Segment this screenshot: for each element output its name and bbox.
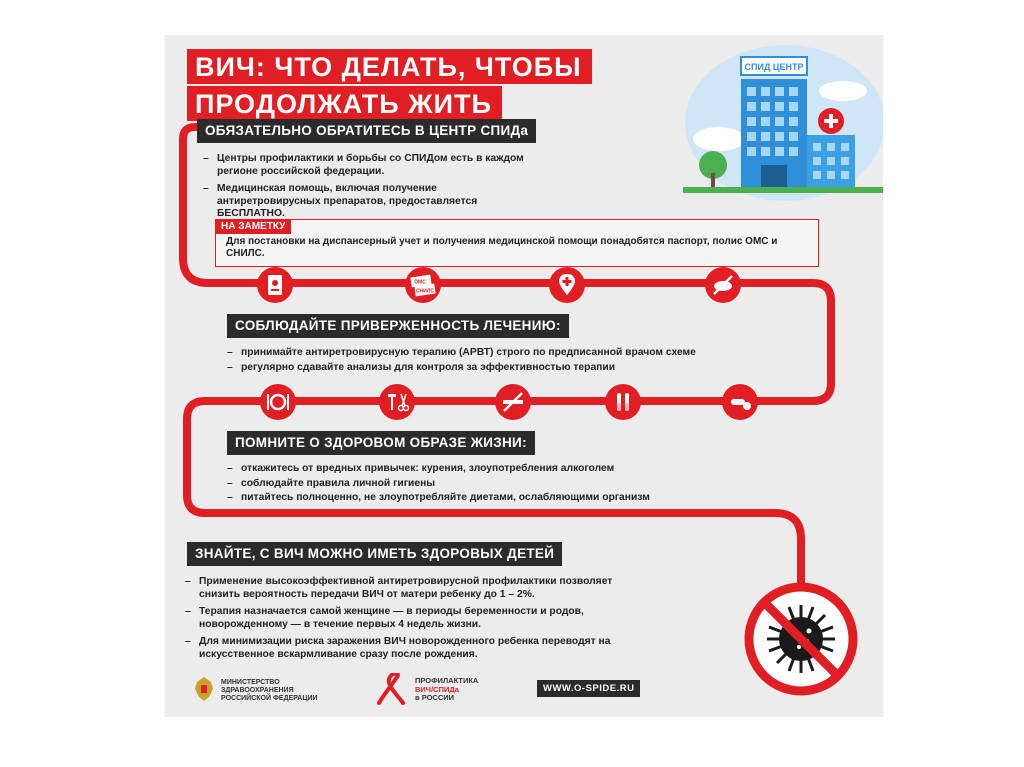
section3-header: ПОМНИТЕ О ЗДОРОВОМ ОБРАЗЕ ЖИЗНИ: xyxy=(227,431,535,455)
section3-item: – соблюдайте правила личной гигиены xyxy=(227,478,827,491)
section2-list xyxy=(227,347,747,376)
campaign-line: ВИЧ/СПИДа xyxy=(415,684,459,694)
campaign-text xyxy=(415,677,478,703)
section4-list xyxy=(185,576,635,666)
section1-item: – Центры профилактики и борьбы со СПИДом есть в каждом регионе российской федерации. xyxy=(203,153,543,178)
note-text: Для постановки на диспансерный учет и получения медицинской помощи понадобятся паспорт, полис ОМС и СНИЛС. xyxy=(226,236,778,259)
section4-item: – Для минимизации риска заражения ВИЧ новорожденного ребенка переводят на искусственное вскармливание сразу после рождения. xyxy=(185,636,635,661)
title-line-2: ПРОДОЛЖАТЬ ЖИТЬ xyxy=(187,86,502,121)
no-kiss-icon xyxy=(705,267,741,303)
oms-label: ОМС xyxy=(414,279,426,286)
razor-scissors-icon xyxy=(379,384,415,420)
section2-item: – регулярно сдавайте анализы для контроля за эффективностью терапии xyxy=(227,362,747,375)
building-sign-text: СПИД ЦЕНТР xyxy=(744,62,804,72)
section3-item: – питайтесь полноценно, не злоупотребляйте диетами, ослабляющими организм xyxy=(227,492,827,505)
campaign-line: ПРОФИЛАКТИКА xyxy=(415,676,479,685)
ministry-line: РОССИЙСКОЙ ФЕДЕРАЦИИ xyxy=(221,695,318,702)
red-ribbon-icon xyxy=(371,673,407,705)
campaign-line: в РОССИИ xyxy=(415,693,455,702)
section1-item: – Медицинская помощь, включая получение антиретровирусных препаратов, предоставляется БЕСПЛАТНО. xyxy=(203,183,543,221)
ministry-emblem-icon xyxy=(191,675,217,703)
note-label: НА ЗАМЕТКУ xyxy=(215,219,291,234)
section4-header: ЗНАЙТЕ, С ВИЧ МОЖНО ИМЕТЬ ЗДОРОВЫХ ДЕТЕЙ xyxy=(187,542,562,566)
aids-center-building-illustration xyxy=(643,35,883,211)
section1-list xyxy=(203,153,543,226)
ministry-text xyxy=(221,679,318,703)
section2-item: – принимайте антиретровирусную терапию (АРВТ) строго по предписанной врачом схеме xyxy=(227,347,701,360)
snils-label: СНИЛС xyxy=(416,288,434,295)
section4-item: – Применение высокоэффективной антиретровирусной профилактики позволяет снизить вероятность передачи ВИЧ от матери ребенку до 1 – 2%. xyxy=(185,576,635,601)
test-tubes-icon xyxy=(605,384,641,420)
section1-header: ОБЯЗАТЕЛЬНО ОБРАТИТЕСЬ В ЦЕНТР СПИДа xyxy=(197,119,536,143)
section3-list xyxy=(227,463,827,507)
poster-title xyxy=(187,49,592,121)
title-line-1: ВИЧ: ЧТО ДЕЛАТЬ, ЧТОБЫ xyxy=(187,49,592,84)
no-virus-icon xyxy=(737,575,865,703)
section2-header: СОБЛЮДАЙТЕ ПРИВЕРЖЕННОСТЬ ЛЕЧЕНИЮ: xyxy=(227,314,569,338)
note-box xyxy=(215,219,819,267)
ministry-line: ЗДРАВООХРАНЕНИЯ xyxy=(221,687,294,694)
section4-item: – Терапия назначается самой женщине — в периоды беременности и родов, новорожденному — в течение первых 4 недель жизни. xyxy=(185,606,635,631)
no-smoking-icon xyxy=(495,384,531,420)
passport-icon xyxy=(257,267,293,303)
pills-icon xyxy=(722,384,758,420)
plate-icon xyxy=(260,384,296,420)
ministry-line: МИНИСТЕРСТВО xyxy=(221,679,280,686)
oms-snils-icon xyxy=(405,267,441,303)
hiv-infographic-poster xyxy=(165,35,883,717)
section3-item: – откажитесь от вредных привычек: курения, злоупотребления алкоголем xyxy=(227,463,827,476)
website-link[interactable]: WWW.O-SPIDE.RU xyxy=(537,680,640,697)
location-icon xyxy=(549,267,585,303)
